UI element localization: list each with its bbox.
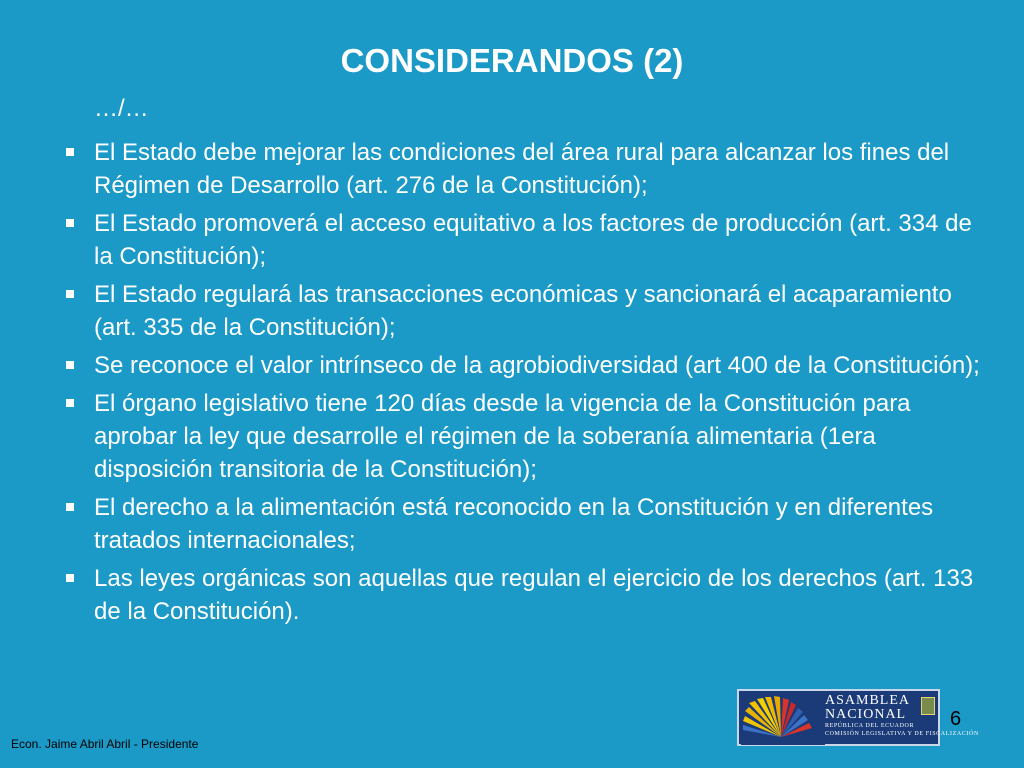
square-bullet-icon	[66, 399, 74, 407]
list-item-text: El Estado promoverá el acceso equitativo a los factores de producción (art. 334 de la Constitución);	[94, 210, 972, 270]
list-item	[60, 387, 980, 486]
square-bullet-icon	[66, 574, 74, 582]
list-item	[60, 136, 980, 202]
page-number: 6	[950, 708, 962, 730]
list-item-text: El Estado debe mejorar las condiciones del área rural para alcanzar los fines del Régimen de Desarrollo (art. 276 de la Constitución);	[94, 139, 950, 199]
logo-line-nacional: NACIONAL	[825, 707, 907, 722]
square-bullet-icon	[66, 290, 74, 298]
asamblea-nacional-logo	[737, 689, 979, 746]
list-item-text: El órgano legislativo tiene 120 días desde la vigencia de la Constitución para aprobar la ley que desarrolle el régimen de la soberanía alimentaria (1era disposición transitoria de la Constitución);	[94, 390, 911, 483]
square-bullet-icon	[66, 361, 74, 369]
asamblea-sunburst-logo-icon	[741, 693, 825, 745]
list-item-text: El Estado regulará las transacciones económicas y sancionará el acaparamiento (art. 335 de la Constitución);	[94, 281, 952, 341]
square-bullet-icon	[66, 219, 74, 227]
square-bullet-icon	[66, 503, 74, 511]
list-item-text: Las leyes orgánicas son aquellas que regulan el ejercicio de los derechos (art. 133 de la Constitución).	[94, 565, 974, 625]
footer-presenter: Econ. Jaime Abril Abril - Presidente	[11, 737, 199, 751]
coat-of-arms-icon	[921, 697, 935, 715]
logo-line-comision: COMISIÓN LEGISLATIVA Y DE FISCALIZACIÓN	[825, 731, 979, 737]
slide-title: CONSIDERANDOS (2)	[340, 42, 684, 79]
list-item	[60, 278, 980, 344]
list-item	[60, 349, 980, 382]
list-item	[60, 562, 980, 628]
list-item-text: Se reconoce el valor intrínseco de la agrobiodiversidad (art 400 de la Constitución);	[94, 352, 980, 379]
logo-line-asamblea: ASAMBLEA	[825, 693, 911, 708]
list-item	[60, 491, 980, 557]
list-item-text: El derecho a la alimentación está reconocido en la Constitución y en diferentes tratados internacionales;	[94, 494, 934, 554]
square-bullet-icon	[66, 148, 74, 156]
logo-line-republica: REPÚBLICA DEL ECUADOR	[825, 723, 915, 729]
continuation-mark: …/…	[94, 95, 149, 122]
considerandos-list	[60, 136, 980, 633]
list-item	[60, 207, 980, 273]
